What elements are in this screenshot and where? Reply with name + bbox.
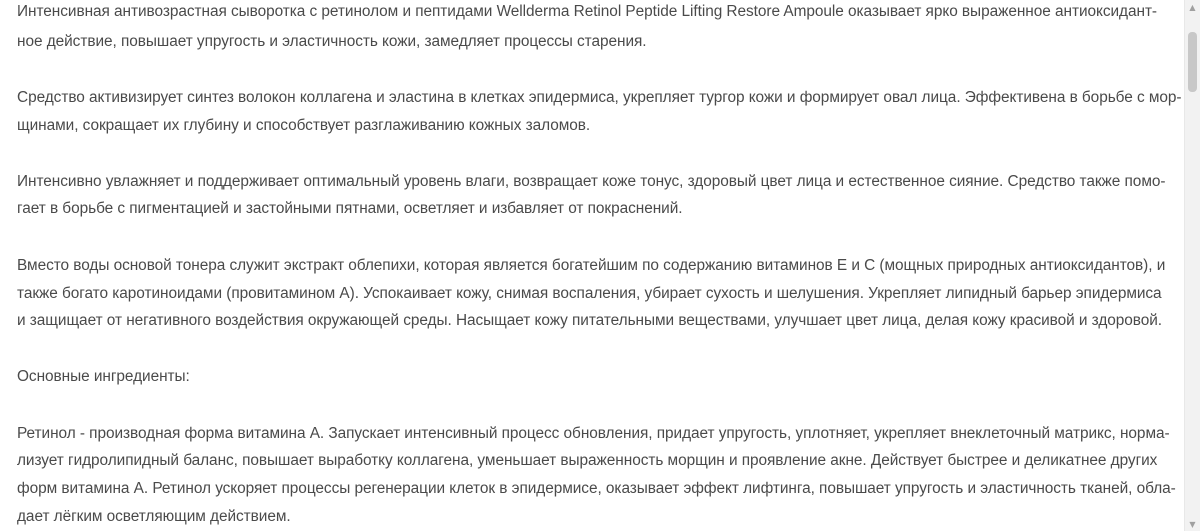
paragraph-5-line-4: дает лёгким осветляющим действием. xyxy=(17,508,291,525)
paragraph-2-line-1: Средство активизирует синтез волокон коллагена и эластина в клетках эпидермиса, укрепляет тургор кожи и формирует овал лица. Эффективена в борьбе с мор- xyxy=(17,89,1182,106)
triangle-up-icon[interactable]: ▲ xyxy=(1189,2,1196,12)
ingredients-heading: Основные ингредиенты: xyxy=(17,368,190,385)
paragraph-3-line-1: Интенсивно увлажняет и поддерживает оптимальный уровень влаги, возвращает коже тонус, здоровый цвет лица и естественное сияние. Средство также помо- xyxy=(17,173,1166,190)
paragraph-5-line-2: лизует гидролипидный баланс, повышает выработку коллагена, уменьшает выраженность морщин и проявление акне. Действует быстрее и деликатнее других xyxy=(17,452,1158,469)
paragraph-2-line-2: щинами, сокращает их глубину и способствует разглаживанию кожных заломов. xyxy=(17,117,591,134)
paragraph-4-line-3: и защищает от негативного воздействия окружающей среды. Насыщает кожу питательными веществами, улучшает цвет лица, делая кожу красивой и здоровой. xyxy=(17,312,1163,329)
vertical-scrollbar[interactable] xyxy=(1184,0,1200,531)
paragraph-1-line-2: ное действие, повышает упругость и эластичность кожи, замедляет процессы старения. xyxy=(17,33,647,50)
paragraph-5-line-1: Ретинол - производная форма витамина А. Запускает интенсивный процесс обновления, придает упругость, уплотняет, укрепляет внеклеточный матрикс, норма- xyxy=(17,425,1170,442)
paragraph-4-line-2: также богато каротиноидами (провитамином А). Успокаивает кожу, снимая воспаления, убирает сухость и шелушения. Укрепляет липидный барьер эпидермиса xyxy=(17,285,1162,302)
paragraph-5-line-3: форм витамина А. Ретинол ускоряет процессы регенерации клеток в эпидермисе, оказывает эффект лифтинга, повышает упругость и эластичность тканей, обла- xyxy=(17,480,1176,497)
paragraph-1-line-1: Интенсивная антивозрастная сыворотка с ретинолом и пептидами Wellderma Retinol Peptide Lifting Restore Ampoule оказывает ярко выраженное антиоксидант- xyxy=(17,3,1158,20)
triangle-down-icon[interactable]: ▼ xyxy=(1189,519,1196,529)
paragraph-3-line-2: гает в борьбе с пигментацией и застойными пятнами, осветляет и избавляет от покраснений. xyxy=(17,200,683,217)
scrollbar-thumb[interactable] xyxy=(1188,32,1197,92)
paragraph-4-line-1: Вместо воды основой тонера служит экстракт облепихи, которая является богатейшим по содержанию витаминов Е и С (мощных природных антиоксидантов), и xyxy=(17,257,1166,274)
